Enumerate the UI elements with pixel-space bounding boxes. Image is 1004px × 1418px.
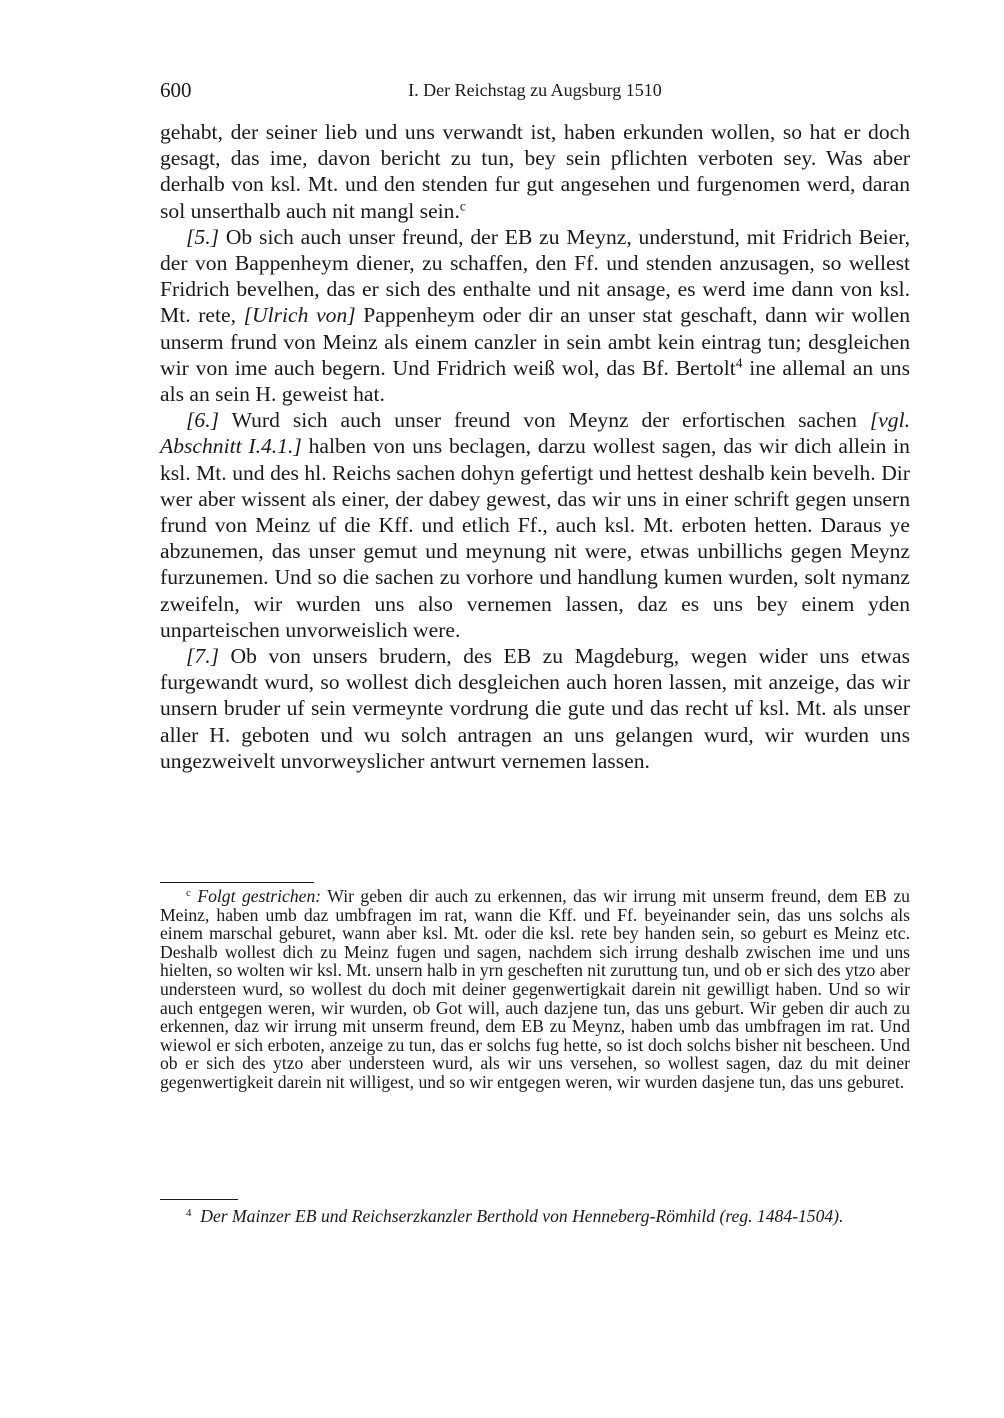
paragraph-text: halben von uns beclagen, darzu wollest sagen, das wir dich allein in ksl. Mt. und des hl. Reichs sachen dohyn gefertigt und hettest deshalb kein bevelh. Dir wer aber wissent als einer, der dabey gewest, das wir uns in einer schrift gegen unsern frund von Meinz uf die Kff. und etlich Ff., auch ksl. Mt. erboten hetten. Daraus ye abzunemen, das unser gemut und meynung nit were, etwas unbillichs gegen Meynz furzunemen. Und so die sachen zu vorhore und handlung kumen wurden, solt nymanz zweifeln, wir wurden uns also vernemen lassen, daz es uns bey einem yden unparteischen unvorweislich were. (160, 434, 910, 642)
paragraph-text: gehabt, der seiner lieb und uns verwandt ist, haben erkunden wollen, so hat er doch gesagt, das ime, davon bericht zu tun, bey sein pflichten verboten sey. Was aber derhalb von ksl. Mt. und den stenden fur gut angesehen und furgenomen werd, daran sol unserthalb auch nit mangl sein. (160, 120, 910, 223)
running-head: I. Der Reichstag zu Augsburg 1510 (408, 80, 662, 100)
editorial-insert: [Ulrich von] (243, 303, 356, 328)
footnote-divider (160, 1199, 238, 1200)
paragraph-text: Ob sich auch unser freund, der EB zu Meynz, understund, mit Fridrich Beier, der von Bappenheym diener, zu schaffen, den Ff. und stenden anzusagen, so wellest Fridrich bevelhen, das er sich des enthalte und nit ansage, es werd ime dann von ksl. Mt. rete, (160, 224, 910, 328)
footnote-divider (160, 882, 314, 883)
page-number: 600 (160, 78, 192, 102)
footnote-ref-4[interactable]: 4 (735, 355, 743, 371)
editorial-insert: [vgl. Abschnitt I.4.1.] (160, 408, 910, 459)
main-text (160, 119, 910, 774)
footnote-c (160, 887, 910, 1092)
paragraph-5 (160, 224, 910, 407)
footnote-text: Der Mainzer EB und Reichserzkanzler Berthold von Henneberg-Römhild (reg. 1484-1504). (200, 1206, 844, 1226)
footnote-lead: Folgt gestrichen: (197, 886, 322, 906)
paragraph-text: Wurd sich auch unser freund von Meynz der erfortischen sachen (219, 408, 870, 433)
paragraph-1 (160, 119, 910, 224)
footnote-mark: c (186, 887, 191, 899)
paragraph-text: Pappenheym oder dir an unser stat geschaft, dann wir wollen unserm frund von Meinz als einem canzler in sein ambt kein eintrag tun; desgleichen wir von ime auch begern. Und Fridrich weiß wol, das Bf. Bertolt (160, 303, 910, 380)
paragraph-text: Ob von unsers brudern, des EB zu Magdeburg, wegen wider uns etwas furgewandt wurd, so wollest dich desgleichen auch horen lassen, mit anzeige, das wir unsern bruder uf sein vermeynte vordrung die gute und das recht uf ksl. Mt. als unser aller H. geboten und wu solch antragen an uns gelangen wurd, wir wurden uns ungezweivelt unvorweyslicher antwurt vernemen lassen. (160, 644, 910, 773)
footnote-4 (160, 1207, 910, 1226)
section-number: [7.] (186, 644, 220, 669)
paragraph-6 (160, 407, 910, 643)
paragraph-text: ine allemal an uns als an sein H. geweist hat. (160, 355, 910, 407)
page-header (160, 78, 910, 108)
footnote-ref-c[interactable]: c (459, 198, 466, 214)
paragraph-7 (160, 643, 910, 774)
footnote-mark: 4 (186, 1207, 192, 1219)
footnote-text: Wir geben dir auch zu erkennen, das wir irrung mit unserm freund, dem EB zu Meinz, haben umb daz umbfragen im rat, wann die Kff. und Ff. beyeinander sein, das uns solchs als einem marschal geburet, wann aber ksl. Mt. oder die ksl. rete bey handen sein, so geburt es Meinz etc. Deshalb wollest dich zu Meinz fugen und sagen, nachdem sich irrung deshalb zwischen ime und uns hielten, so wolten wir ksl. Mt. unsern halb in yrn gescheften nit zuruttung tun, und ob er sich des ytzo aber understeen wurd, so wollest du doch mit deiner gegenwertigkait darein nit gewilligt haben. Und so wir auch entgegen weren, wir wurden, ob Got will, auch dazjene tun, das uns geburt. Wir geben dir auch zu erkennen, daz wir irrung mit unserm freund, dem EB zu Meynz, haben umb das umbfragen im rat. Und wiewol er sich erboten, anzeige zu tun, das er solchs fug hette, so ist doch solchs bisher nit bescheen. Und ob er sich des ytzo aber understeen wurd, als wir uns versehen, so wollest sagen, daz du mit deiner gegenwertigkeit darein nit willigest, und so wir entgegen weren, wir wurden dasjene tun, das uns geburet. (160, 886, 910, 1092)
section-number: [5.] (186, 224, 220, 249)
section-number: [6.] (186, 408, 220, 433)
